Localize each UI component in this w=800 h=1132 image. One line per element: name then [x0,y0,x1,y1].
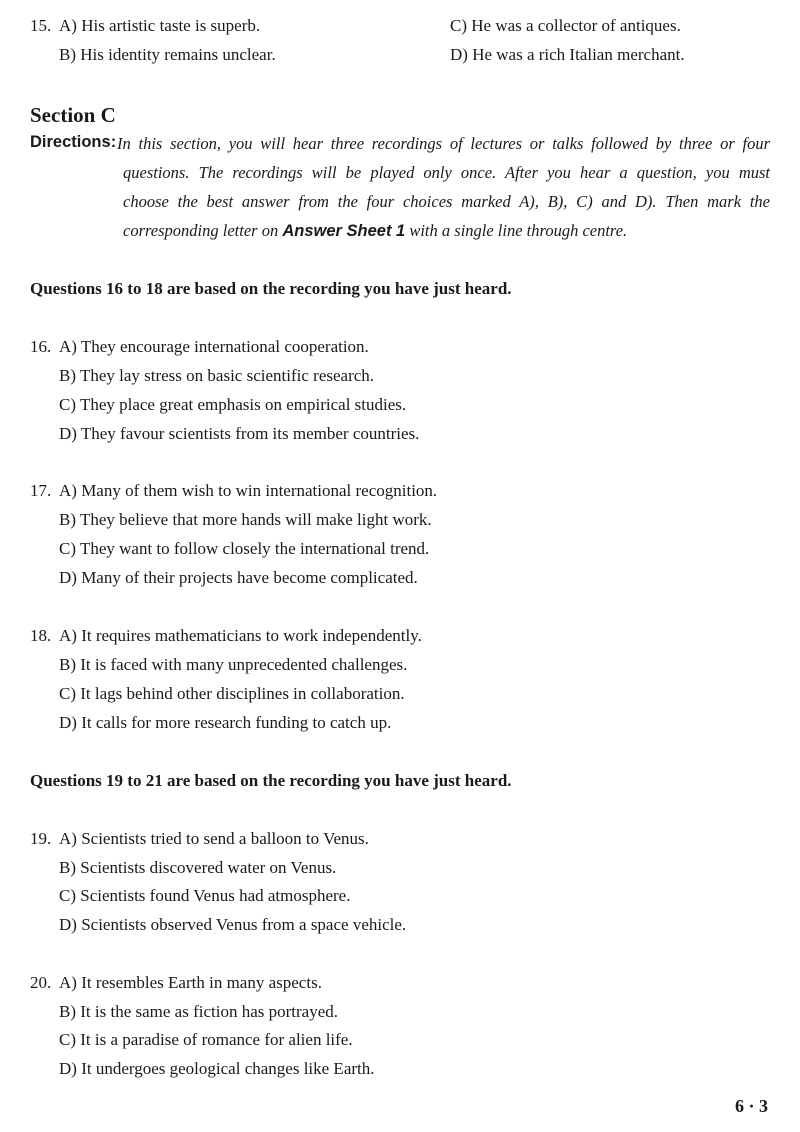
question-16-option-b: B) They lay stress on basic scientific research. [59,366,375,385]
question-19-option-a: A) Scientists tried to send a balloon to Venus. [59,829,369,848]
question-18-option-c: C) It lags behind other disciplines in collaboration. [59,684,405,703]
question-16-option-a: A) They encourage international cooperation. [59,337,369,356]
question-16-option-d: D) They favour scientists from its member countries. [59,424,420,443]
directions-line-1: In this section, you will hear three recordings of lectures or talks followed by three or four [117,134,770,153]
question-18-option-b: B) It is faced with many unprecedented challenges. [59,655,408,674]
directions-line-3: choose the best answer from the four choices marked A), B), C) and D). Then mark the [123,192,770,211]
directions-line-4-post: with a single line through centre. [405,221,628,240]
question-16-number: 16. [30,337,52,356]
question-19-number: 19. [30,829,52,848]
directions-line-4 [123,221,770,241]
directions-line-4-pre: corresponding letter on [123,221,283,240]
question-15-option-b: B) His identity remains unclear. [59,45,276,64]
question-17-option-c: C) They want to follow closely the international trend. [59,539,430,558]
question-18-option-a: A) It requires mathematicians to work independently. [59,626,422,645]
question-20-option-c: C) It is a paradise of romance for alien life. [59,1030,353,1049]
question-17-option-b: B) They believe that more hands will make light work. [59,510,432,529]
question-17-number: 17. [30,481,52,500]
question-17-option-d: D) Many of their projects have become complicated. [59,568,418,587]
question-19-option-b: B) Scientists discovered water on Venus. [59,858,337,877]
question-15-option-d: D) He was a rich Italian merchant. [450,45,685,64]
question-19-option-c: C) Scientists found Venus had atmosphere. [59,886,351,905]
questions-16-18-heading: Questions 16 to 18 are based on the recording you have just heard. [30,279,512,298]
question-20-option-a: A) It resembles Earth in many aspects. [59,973,322,992]
question-18-option-d: D) It calls for more research funding to catch up. [59,713,392,732]
directions-label [30,133,116,152]
section-title: Section C [30,103,116,127]
answer-sheet-reference: Answer Sheet 1 [282,222,406,240]
directions-label-text: Directions [30,133,111,151]
question-20-number: 20. [30,973,52,992]
question-15-number: 15. [30,16,52,35]
question-19-option-d: D) Scientists observed Venus from a space vehicle. [59,915,407,934]
question-20-option-d: D) It undergoes geological changes like Earth. [59,1059,375,1078]
questions-19-21-heading: Questions 19 to 21 are based on the recording you have just heard. [30,771,512,790]
question-15-option-c: C) He was a collector of antiques. [450,16,681,35]
directions-label-colon: : [110,133,117,151]
question-20-option-b: B) It is the same as fiction has portrayed. [59,1002,339,1021]
page-number: 6 · 3 [734,1096,768,1116]
question-17-option-a: A) Many of them wish to win international recognition. [59,481,438,500]
directions-line-2: questions. The recordings will be played only once. After you hear a question, you must [123,163,770,182]
question-15-option-a: A) His artistic taste is superb. [59,16,261,35]
question-18-number: 18. [30,626,52,645]
question-16-option-c: C) They place great emphasis on empirical studies. [59,395,407,414]
